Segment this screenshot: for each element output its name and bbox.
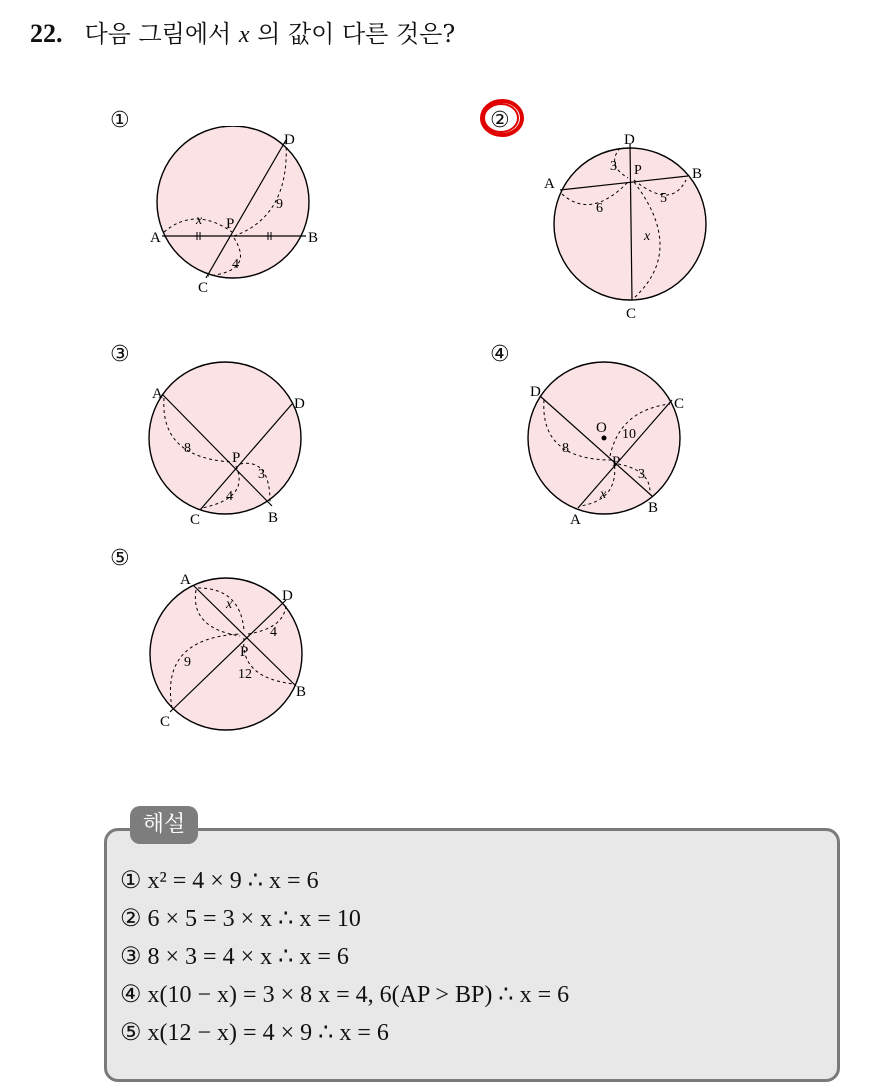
option-5-diagram: [140, 568, 330, 742]
point-a: A: [544, 176, 555, 192]
solution-line-5: ⑤ x(12 − x) = 4 × 9 ∴ x = 6: [120, 1020, 389, 1046]
point-a: A: [152, 386, 163, 402]
value-x: x: [226, 597, 233, 612]
value-5: 5: [660, 191, 667, 206]
point-o: O: [596, 420, 607, 436]
point-b: B: [268, 510, 279, 526]
solution-line-2: ② 6 × 5 = 3 × x ∴ x = 10: [120, 906, 361, 932]
question-text-after: 의 값이 다른 것은?: [249, 20, 456, 48]
option-3-label[interactable]: ③: [110, 342, 130, 367]
point-c: C: [190, 512, 201, 528]
point-c: C: [198, 280, 209, 296]
question-number: 22.: [30, 19, 63, 48]
question-text: [30, 14, 455, 49]
point-c: C: [674, 396, 685, 412]
point-p: P: [232, 450, 241, 466]
point-p: P: [612, 454, 621, 470]
question-text-before: 다음 그림에서: [84, 20, 239, 48]
value-3: 3: [610, 159, 617, 174]
value-9: 9: [276, 197, 283, 212]
value-4: 4: [270, 625, 277, 640]
value-4: 4: [226, 489, 233, 504]
option-2-label[interactable]: ②: [490, 108, 510, 133]
point-p: P: [240, 644, 249, 660]
value-x: x: [600, 487, 607, 502]
point-c: C: [160, 714, 171, 730]
value-3: 3: [258, 467, 265, 482]
value-x: x: [196, 213, 203, 228]
value-3: 3: [638, 467, 645, 482]
value-4: 4: [232, 257, 239, 272]
point-d: D: [624, 132, 635, 148]
option-5-label[interactable]: ⑤: [110, 546, 130, 571]
value-x: x: [644, 229, 651, 244]
value-9: 9: [184, 655, 191, 670]
value-12: 12: [238, 667, 252, 682]
point-p: P: [634, 163, 642, 178]
solution-tab: 해설: [130, 806, 198, 844]
option-3-diagram: [140, 358, 330, 532]
value-8: 8: [562, 441, 569, 456]
value-8: 8: [184, 441, 191, 456]
point-b: B: [692, 166, 703, 182]
solution-line-1: ① x² = 4 × 9 ∴ x = 6: [120, 868, 319, 894]
value-6: 6: [596, 201, 603, 216]
point-d: D: [530, 384, 541, 400]
point-c: C: [626, 306, 637, 322]
option-2-diagram: [536, 130, 726, 330]
option-1-label[interactable]: ①: [110, 108, 130, 133]
solution-line-3: ③ 8 × 3 = 4 × x ∴ x = 6: [120, 944, 349, 970]
point-b: B: [296, 684, 307, 700]
solution-line-4: ④ x(10 − x) = 3 × 8 x = 4, 6(AP > BP) ∴ x = 6: [120, 982, 570, 1008]
point-b: B: [648, 500, 659, 516]
point-a: A: [150, 230, 161, 246]
point-a: A: [180, 572, 191, 588]
option-4-label[interactable]: ④: [490, 342, 510, 367]
point-a: A: [570, 512, 581, 528]
value-10: 10: [622, 427, 636, 442]
point-d: D: [284, 132, 295, 148]
point-d: D: [282, 588, 293, 604]
question-variable: x: [238, 22, 250, 48]
point-p: P: [226, 216, 235, 232]
option-4-diagram: [520, 360, 710, 534]
point-d: D: [294, 396, 305, 412]
option-1-diagram: [140, 126, 340, 300]
point-b: B: [308, 230, 319, 246]
